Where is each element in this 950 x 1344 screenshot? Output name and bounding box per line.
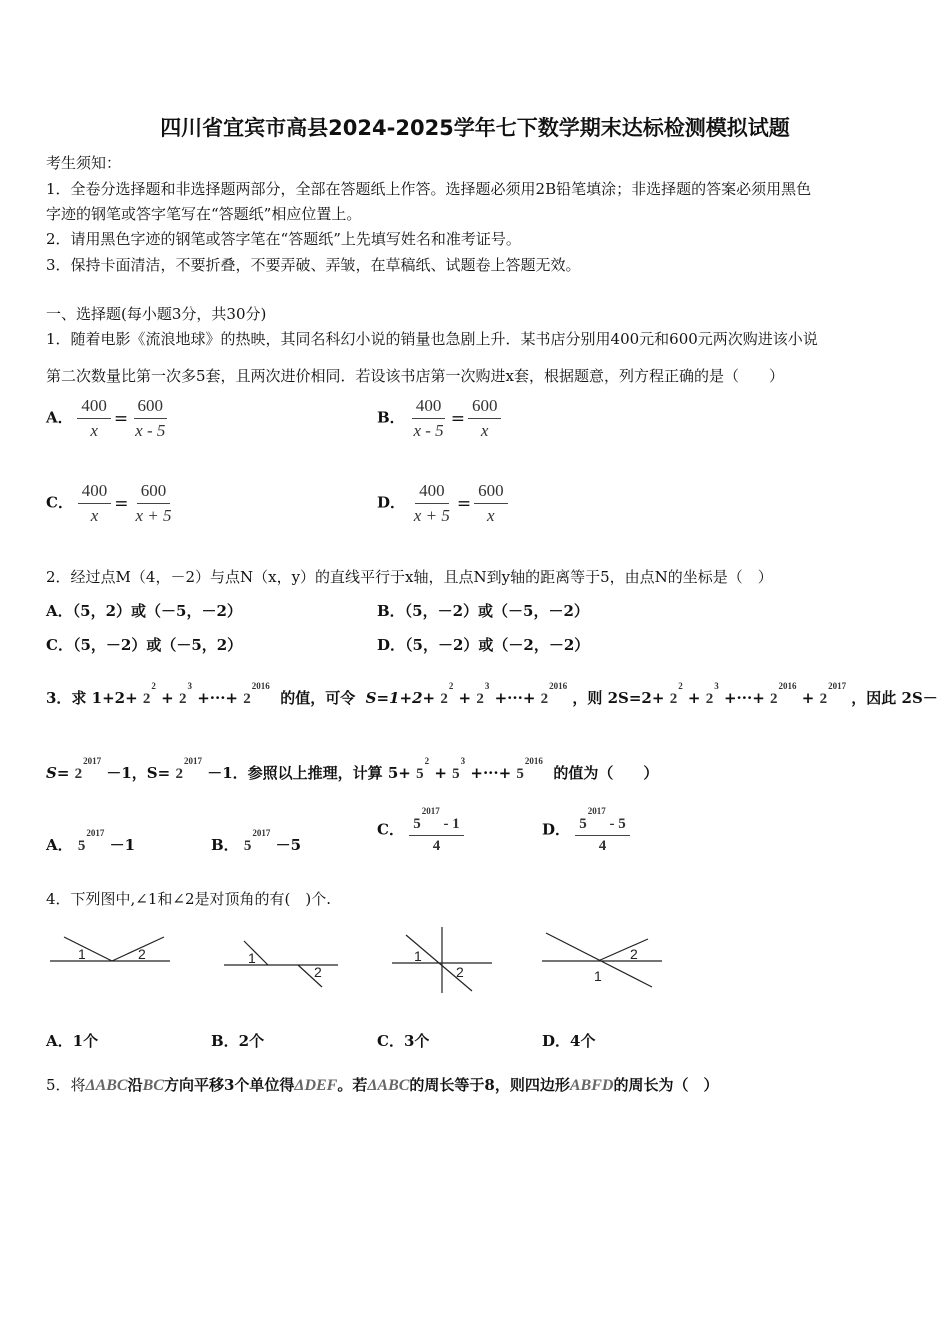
notice-item-2: 2．请用黑色字迹的钢笔或答字笔在“答题纸”上先填写姓名和准考证号。 <box>46 230 521 248</box>
power: $2^{2016}$ <box>770 681 797 707</box>
text: +···+ <box>470 764 512 782</box>
denominator: x + 5 <box>413 506 450 525</box>
q4-option-d[interactable]: D．4个 <box>542 1032 596 1050</box>
option-label: D． <box>542 820 571 839</box>
q2-option-a[interactable]: A．（5，2）或（－5，－2） <box>46 602 242 620</box>
angle-label-2: 2 <box>456 964 464 980</box>
power: $5^2$ <box>416 756 430 782</box>
q3-stem-line2 <box>46 756 658 783</box>
text: 的周长等于8，则四边形 <box>409 1076 570 1094</box>
q4-figure-1 <box>48 925 173 975</box>
power: $2^3$ <box>476 681 490 707</box>
notice-item-3: 3．保持卡面清洁，不要折叠，不要弄破、弄皱，在草稿纸、试题卷上答题无效。 <box>46 256 581 274</box>
power: $5^3$ <box>452 756 466 782</box>
power: $5^{2017}$ <box>77 828 105 854</box>
q3-option-b[interactable] <box>211 828 301 855</box>
angle-label-1: 1 <box>248 950 256 966</box>
q1-stem-line1: 1．随着电影《流浪地球》的热映，其同名科幻小说的销量也急剧上升．某书店分别用400元和600元两次购进该小说 <box>46 330 818 348</box>
q2-stem: 2．经过点M（4，－2）与点N（x，y）的直线平行于x轴，且点N到y轴的距离等于5，由点N的坐标是（ ） <box>46 568 773 586</box>
text: 的值为（ ） <box>553 764 659 782</box>
q4-option-a[interactable]: A．1个 <box>46 1032 99 1050</box>
text: + <box>434 764 447 782</box>
text: S= <box>46 764 70 782</box>
power: $2^3$ <box>705 681 719 707</box>
text: 。若 <box>337 1076 368 1094</box>
text: 方向平移3个单位得 <box>163 1076 295 1094</box>
math-abc: ΔABC <box>85 1077 128 1094</box>
power: $2^{2017}$ <box>74 756 102 782</box>
q4-option-c[interactable]: C．3个 <box>377 1032 430 1050</box>
numerator: 400 <box>415 481 449 504</box>
option-label: C． <box>46 493 73 512</box>
text: －1，S= <box>106 764 171 782</box>
option-label: D． <box>377 493 406 512</box>
q3-stem-line1 <box>46 681 938 708</box>
numerator: 600 <box>134 396 168 419</box>
angle-label-1: 1 <box>78 946 86 962</box>
option-label: C． <box>377 820 404 839</box>
math-def: ΔDEF <box>294 1077 338 1094</box>
q2-option-d[interactable]: D．（5，－2）或（－2，－2） <box>377 636 590 654</box>
text: ，因此 2S－ <box>851 689 938 707</box>
notice-item-1a: 1．全卷分选择题和非选择题两部分，全部在答题纸上作答。选择题必须用2B铅笔填涂；非选择题的答案必须用黑色 <box>46 180 812 198</box>
angle-label-2: 2 <box>630 946 638 962</box>
q4-option-b[interactable]: B．2个 <box>211 1032 265 1050</box>
page-title: 四川省宜宾市高县2024-2025学年七下数学期末达标检测模拟试题 <box>160 116 790 140</box>
text: －1．参照以上推理，计算 5+ <box>207 764 411 782</box>
angle-label-2: 2 <box>138 946 146 962</box>
denominator: x <box>90 506 99 525</box>
text: 3．求 1+2+ <box>46 689 138 707</box>
q4-stem: 4．下列图中,∠1和∠2是对顶角的有( )个. <box>46 890 332 908</box>
text: －5 <box>275 836 302 854</box>
text: －1 <box>109 836 136 854</box>
option-label: A． <box>46 836 73 854</box>
power: $2^{2017}$ <box>819 681 847 707</box>
option-label: B． <box>377 408 405 427</box>
q2-option-c[interactable]: C．（5，－2）或（－5，2） <box>46 636 243 654</box>
math-abfd: ABFD <box>569 1077 614 1094</box>
q4-figure-3 <box>390 925 495 997</box>
q3-option-d[interactable]: D． $\frac{5^{2017} - 5}{4}$ <box>542 806 630 855</box>
angle-label-1: 1 <box>594 968 602 984</box>
text: + <box>801 689 815 707</box>
text: 的周长为（ ） <box>613 1076 719 1094</box>
text: + <box>687 689 701 707</box>
text: 的值，可令 <box>280 689 356 707</box>
denominator: x <box>90 421 98 440</box>
notice-item-1b: 字迹的钢笔或答字笔写在“答题纸”相应位置上。 <box>46 205 362 223</box>
q1-option-d[interactable]: D． $\frac{400}{x + 5}$ = $\frac{600}{x}$ <box>377 481 508 526</box>
text: +···+ <box>197 689 238 707</box>
numerator: 600 <box>137 481 171 504</box>
text: +···+ <box>494 689 536 707</box>
power: $2^2$ <box>669 681 683 707</box>
math-abc: ΔABC <box>367 1077 410 1094</box>
text: +···+ <box>723 689 765 707</box>
numerator: 400 <box>77 396 111 419</box>
q5-stem <box>46 1074 718 1095</box>
angle-label-1: 1 <box>414 948 422 964</box>
power: $2^2$ <box>440 681 454 707</box>
q2-option-b[interactable]: B．（5，－2）或（－5，－2） <box>377 602 589 620</box>
denominator: x <box>487 506 495 525</box>
power: $2^{2016}$ <box>243 681 270 707</box>
numerator: 600 <box>474 481 508 504</box>
power: $2^2$ <box>142 681 156 707</box>
notice-heading: 考生须知： <box>46 154 122 172</box>
text: + <box>161 689 174 707</box>
q1-option-b[interactable]: B． $\frac{400}{x - 5}$ = $\frac{600}{x}$ <box>377 396 501 441</box>
text: 5．将 <box>46 1076 86 1094</box>
option-label: B． <box>211 836 239 854</box>
q3-option-c[interactable]: C． $\frac{5^{2017} - 1}{4}$ <box>377 806 464 855</box>
math-bc: BC <box>142 1077 164 1094</box>
denominator: x + 5 <box>135 506 172 525</box>
q3-option-a[interactable] <box>46 828 135 855</box>
denominator: x - 5 <box>135 421 166 440</box>
power: $2^{2016}$ <box>540 681 568 707</box>
q1-stem-line2: 第二次数量比第一次多5套，且两次进价相同．若设该书店第一次购进x套，根据题意，列方程正确的是（ ） <box>46 367 785 385</box>
angle-label-2: 2 <box>314 964 322 980</box>
numerator: 600 <box>468 396 502 419</box>
power: $2^{2017}$ <box>175 756 202 782</box>
text: S=1+2+ <box>365 689 436 707</box>
q1-option-c[interactable]: C． $\frac{400}{x}$ = $\frac{600}{x + 5}$ <box>46 481 176 526</box>
text: ，则 2S=2+ <box>572 689 665 707</box>
q4-figure-2 <box>222 925 342 995</box>
text: + <box>458 689 472 707</box>
q4-figure-4 <box>540 925 665 990</box>
numerator: 400 <box>412 396 446 419</box>
denominator: x - 5 <box>413 421 444 440</box>
power: $5^{2016}$ <box>516 756 543 782</box>
q1-option-a[interactable]: A． $\frac{400}{x}$ = $\frac{600}{x - 5}$ <box>46 396 169 441</box>
section-heading: 一、选择题(每小题3分，共30分) <box>46 305 267 323</box>
power: $2^3$ <box>178 681 192 707</box>
numerator: 400 <box>78 481 112 504</box>
text: 沿 <box>127 1076 143 1094</box>
power: $5^{2017}$ <box>243 828 271 854</box>
option-label: A． <box>46 408 73 427</box>
denominator: x <box>480 421 489 440</box>
